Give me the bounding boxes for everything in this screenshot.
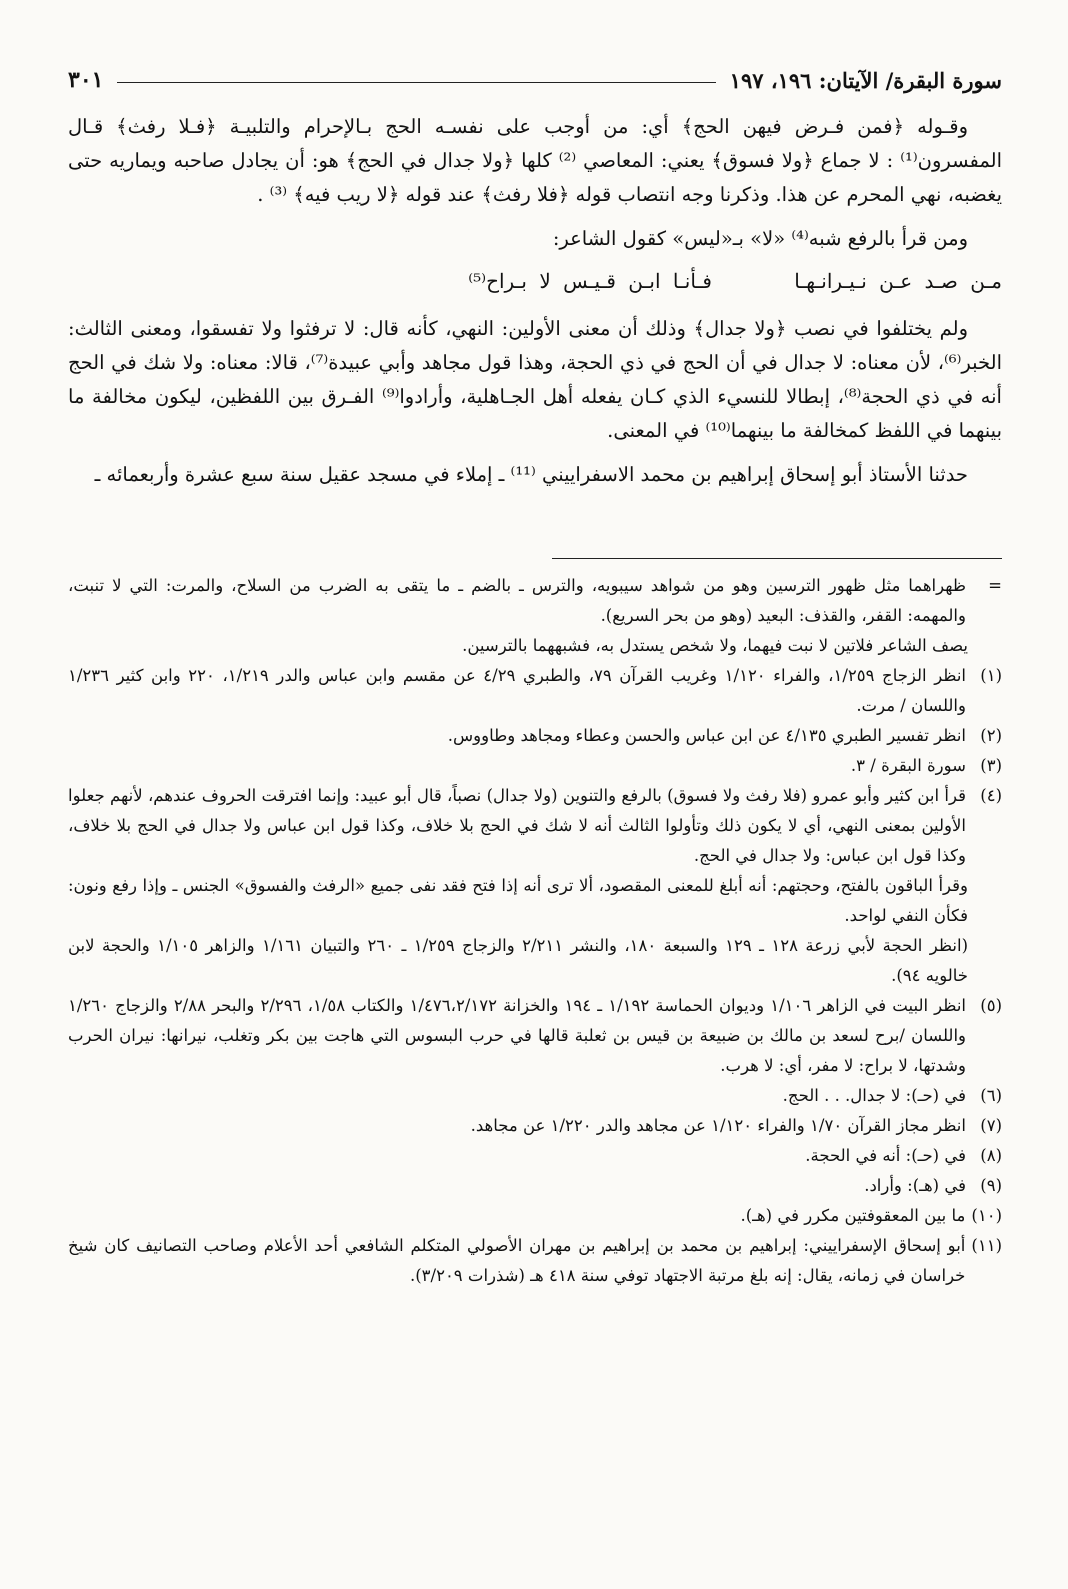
footnote-text: انظر الزجاج ١/٢٥٩، والفراء ١/١٢٠ وغريب القرآن ٧٩، والطبري ٤/٢٩ عن مقسم وابن عباس والدر ١/٢١٩، ٢٢٠ وابن كثير ١/٢٣٦ واللسان / مرت.	[68, 666, 967, 715]
footnote-text: انظر تفسير الطبري ٤/١٣٥ عن ابن عباس والحسن وعطاء ومجاهد وطاووس.	[447, 726, 966, 745]
footnote-item	[68, 751, 1002, 781]
footnote-item	[68, 991, 1002, 1081]
header-rule	[117, 82, 715, 83]
footnote-text: في (حـ): أنه في الحجة.	[805, 1146, 966, 1165]
footnote-number: (٥)	[980, 996, 1002, 1015]
paragraph-1: وقـوله ﴿فمن فـرض فيهن الحج﴾ أي: من أوجب على نفسـه الحج بـالإحرام والتلبيـة ﴿فـلا رفث﴾ قـال المفسرون⁽¹⁾ : لا جماع ﴿ولا فسوق﴾ يعني: المعاصي ⁽²⁾ كلها ﴿ولا جدال في الحج﴾ هو: أن يجادل صاحبه ويماريه حتى يغضبه، نهي المحرم عن هذا. وذكرنا وجه انتصاب قوله ﴿فلا رفث﴾ عند قوله ﴿لا ريب فيه﴾ ⁽³⁾ .	[68, 115, 1003, 206]
paragraph-2: ومن قرأ بالرفع شبه⁽⁴⁾ «لا» بـ«ليس» كقول الشاعر:	[552, 227, 968, 250]
poetry-verse	[68, 264, 1002, 298]
footnote-item	[68, 1111, 1002, 1141]
paragraph-4: حدثنا الأستاذ أبو إسحاق إبراهيم بن محمد الاسفراييني ⁽¹¹⁾ ـ إملاء في مسجد عقيل سنة سبع عشرة وأربعمائه ـ	[94, 463, 968, 486]
footnote-number: (٩)	[980, 1176, 1002, 1195]
footnote-separator	[552, 558, 1002, 559]
footnote-item	[68, 1201, 1002, 1231]
paragraph-3: ولم يختلفوا في نصب ﴿ولا جدال﴾ وذلك أن معنى الأولين: النهي، كأنه قال: لا ترفثوا ولا تفسقوا، ومعنى الثالث: الخبر⁽⁶⁾، لأن معناه: لا جدال في أن الحج في ذي الحجة، وهذا قول مجاهد وأبي عبيدة⁽⁷⁾، قالا: معناه: ولا شك في الحج أنه في ذي الحجة⁽⁸⁾، إبطالا للنسيء الذي كـان يفعله أهل الجـاهلية، وأرادوا⁽⁹⁾ الفـرق بين اللفظين، ليكون مخالفة ما بينهما في اللفظ كمخالفة ما بينهما⁽¹⁰⁾ في المعنى.	[68, 317, 1002, 442]
footnote-item	[68, 871, 1002, 931]
footnote-text: ظهراهما مثل ظهور الترسين وهو من شواهد سيبويه، والترس ـ بالضم ـ ما يتقى به الضرب من السلاح، والمرت: التي لا تنبت، والمهمه: القفر، والقذف: البعيد (وهو من بحر السريع).	[68, 576, 966, 625]
footnote-number: (٢)	[980, 726, 1002, 745]
running-header	[68, 60, 1002, 100]
verse-first-hemistich: مـن صـد عـن نـيـرانـهـا	[794, 269, 1002, 293]
footnote-item	[68, 781, 1002, 871]
footnote-number: (٤)	[980, 786, 1002, 805]
page-number: ٣٠١	[68, 67, 104, 93]
footnote-item	[68, 1141, 1002, 1171]
footnote-text: انظر مجاز القرآن ١/٧٠ والفراء ١/١٢٠ عن مجاهد والدر ١/٢٢٠ عن مجاهد.	[470, 1116, 966, 1135]
footnote-number: (١٠)	[971, 1206, 1002, 1225]
footnote-number: (٨)	[980, 1146, 1002, 1165]
footnote-text: أبو إسحاق الإسفراييني: إبراهيم بن محمد بن إبراهيم بن مهران الأصولي المتكلم الشافعي أحد الأعلام وصاحب التصانيف كان شيخ خراسان في زمانه، يقال: إنه بلغ مرتبة الاجتهاد توفي سنة ٤١٨ هـ (شذرات ٣/٢٠٩).	[68, 1236, 966, 1285]
footnote-item	[68, 931, 1002, 991]
footnote-item	[68, 661, 1002, 721]
footnote-text: يصف الشاعر فلاتين لا نبت فيهما، ولا شخص يستدل به، فشبههما بالترسين.	[462, 636, 968, 655]
footnote-item	[68, 1171, 1002, 1201]
footnote-text: قرأ ابن كثير وأبو عمرو (فلا رفث ولا فسوق) بالرفع والتنوين (ولا جدال) نصباً، قال أبو عبيد: وإنما افترقت الحروف عندهم، لأنهم جعلوا الأولين بمعنى النهي، أي لا يكون ذلك وتأولوا الثالث أنه لا شك في الحج بلا خلاف، وكذا قول ابن عباس ولا جدال في الحج بلا خلاف، وكذا قول ابن عباس: ولا جدال في الحج.	[68, 786, 966, 865]
footnote-number: (١)	[980, 666, 1002, 685]
footnote-text: انظر البيت في الزاهر ١/١٠٦ وديوان الحماسة ١/١٩٢ ـ ١٩٤ والخزانة ١/٤٧٦،٢/١٧٢ والكتاب ١/٥٨، ٢/٢٩٦ والبحر ٢/٨٨ والزجاج ١/٢٦٠ واللسان /برح لسعد بن مالك بن ضبيعة بن قيس بن ثعلبة قالها في حرب البسوس التي هاجت بين بكر وتغلب، نيرانها: نيران الحرب وشدتها، لا براح: لا مفر، أي: لا هرب.	[68, 996, 967, 1075]
footnote-number: =	[988, 576, 1002, 595]
footnote-text: في (هـ): وأراد.	[864, 1176, 966, 1195]
footnote-text: سورة البقرة / ٣.	[850, 756, 966, 775]
footnotes	[68, 571, 1002, 1291]
footnote-item	[68, 1231, 1002, 1291]
footnote-item	[68, 1081, 1002, 1111]
footnote-number: (٣)	[980, 756, 1002, 775]
footnote-item	[68, 631, 1002, 661]
footnote-number: (٦)	[980, 1086, 1002, 1105]
sura-title: سورة البقرة/ الآيتان: ١٩٦، ١٩٧	[729, 67, 1002, 93]
footnote-item	[68, 721, 1002, 751]
footnote-text: (انظر الحجة لأبي زرعة ١٢٨ ـ ١٢٩ والسبعة ١٨٠، والنشر ٢/٢١١ والزجاج ١/٢٥٩ ـ ٢٦٠ والتبيان ١/١٦١ والزاهر ١/١٠٥ والحجة لابن خالويه ٩٤).	[68, 936, 969, 985]
footnote-item	[68, 571, 1002, 631]
footnote-text: وقرأ الباقون بالفتح، وحجتهم: أنه أبلغ للمعنى المقصود، ألا ترى أنه إذا فتح فقد نفى جميع «الرفث والفسوق» الجنس ـ وإذا رفع ونون: فكأن النفي لواحد.	[68, 876, 968, 925]
footnote-text: في (حـ): لا جدال. . . الحج.	[782, 1086, 966, 1105]
footnote-number: (٧)	[980, 1116, 1002, 1135]
footnote-text: ما بين المعقوفتين مكرر في (هـ).	[740, 1206, 966, 1225]
main-text	[68, 110, 1002, 492]
verse-second-hemistich: فـأنـا ابـن قـيـس لا بـراح⁽⁵⁾	[468, 269, 712, 293]
footnote-number: (١١)	[971, 1236, 1002, 1255]
